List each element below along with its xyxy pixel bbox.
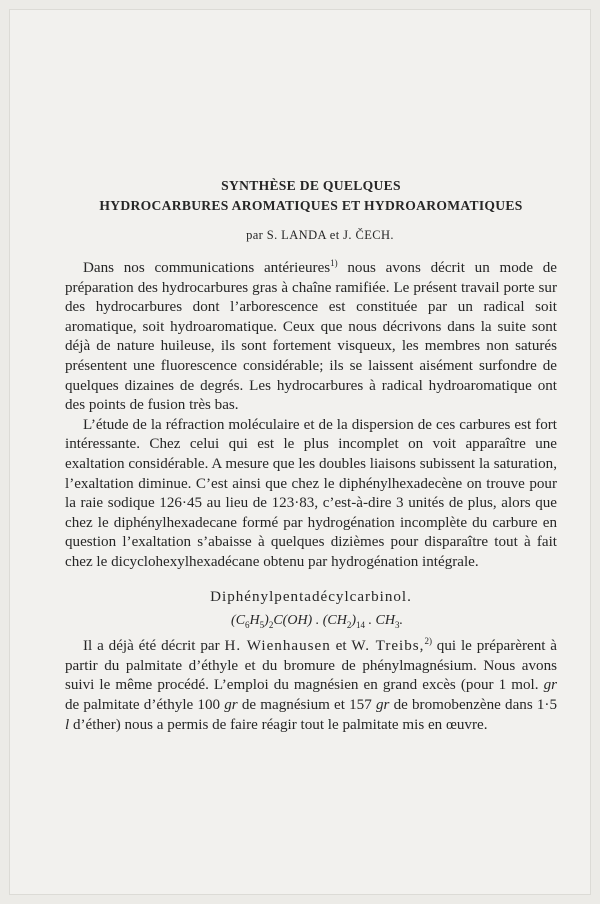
author-conj: et [329, 228, 340, 242]
article-title [65, 176, 557, 216]
article-body [65, 176, 557, 735]
author-prefix: par [246, 228, 264, 242]
paragraph-2: L’étude de la réfraction moléculaire et de la dispersion de ces carbures est fort intéressante. Chez celui qui est le plus incomplet on voit apparaître une exaltation considérable. A mesure que les doubles liaisons subissent la saturation, l’exaltation diminue. C’est ainsi que chez le diphénylhexadecène on trouve pour la raie sodique 126·45 au lieu de 123·83, c’est-à-dire 3 unités de plus, alors que chez le diphénylhexadecane formé par hydrogénation incomplète du carbure en question l’exaltation s’abaisse à quelques dizièmes pour disparaître tout à fait chez le dicyclohexylhexadécane obtenu par hydrogénation intégrale. [65, 416, 557, 570]
footnote-ref-1: 1) [330, 258, 338, 268]
footnote-ref-2: 2) [424, 636, 432, 647]
author-1: S. LANDA [266, 228, 327, 242]
author-line [65, 228, 557, 243]
section-heading: Diphénylpentadécylcarbinol. [210, 588, 412, 605]
paragraph-3: Il a déjà été décrit par H. Wienhausen et W. Treibs,$^{2)}$ qui le préparèrent à partir du palmitate d’éthyle et du bromure de phénylmagnésium. Nous avons suivi le même procédé. L’emploi du magnésien en grand excès (pour 1 mol. gr de palmitate d’éthyle 100 gr de magnésium et 157 gr de bromobenzène dans 1·5 l d’éther) nous a permis de faire réagir tout le palmitate mis en œuvre. [65, 636, 558, 733]
author-2: J. ČECH. [343, 228, 394, 242]
paragraph-1: Dans nos communications antérieures$^{1)}$ nous avons décrit un mode de préparation des hydrocarbures gras à chaîne ramifiée. Le présent travail porte sur des hydrocarbures dont l’arborescence est constituée par un radical soit aromatique, soit hydroaromatique. Ceux que nous décrivons dans la suite sont déjà de nature huileuse, ils sont fortement visqueux, les membres non saturés présentent une fluorescence considérable; ils se laissent aisément surfondre de quelques dizaines de degrés. Les hydrocarbures à radical hydroaromatique ont des points de fusion très bas. [65, 258, 557, 414]
document-page [10, 10, 590, 894]
title-line-2: HYDROCARBURES AROMATIQUES ET HYDROAROMATIQUES [99, 198, 523, 213]
cited-author-1: H. Wienhausen [224, 638, 331, 655]
cited-author-2: W. Treibs, [351, 638, 425, 655]
chemical-formula: $(C_6H_5)_2C(OH)$ . $(CH_2)_{14}$ . $CH_3$. [231, 612, 403, 630]
title-line-1: SYNTHÈSE DE QUELQUES [221, 178, 401, 193]
